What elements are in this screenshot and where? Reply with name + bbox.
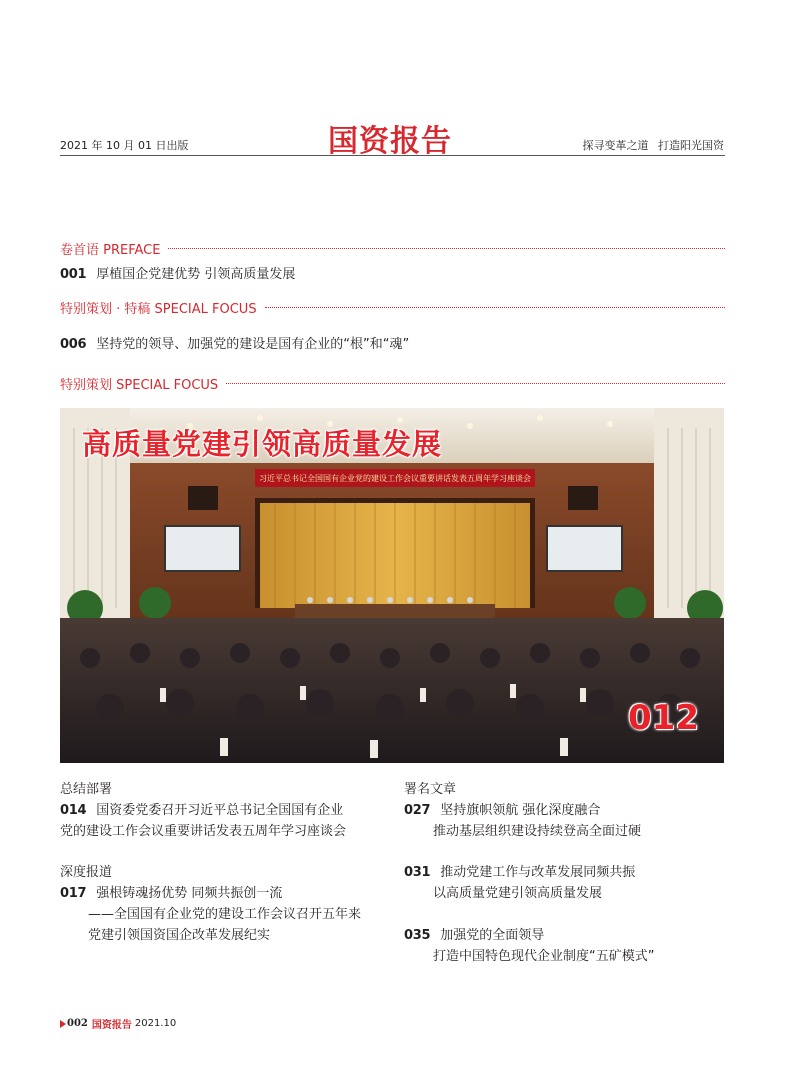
photo-headline: 高质量党建引领高质量发展	[82, 427, 443, 461]
section-heading-preface	[60, 239, 725, 257]
toc-entry-subtitle: ——全国国有企业党的建设工作会议召开五年来	[88, 907, 362, 922]
toc-entry-031[interactable]	[404, 861, 635, 880]
section-label: 卷首语 PREFACE	[60, 242, 161, 258]
toc-page-number: 014	[60, 803, 87, 818]
dotted-rule	[265, 307, 725, 308]
toc-page-number: 017	[60, 886, 87, 901]
toc-page-number: 035	[404, 928, 431, 943]
column-heading-signed-articles: 署名文章	[404, 782, 457, 797]
toc-page-number: 027	[404, 803, 431, 818]
toc-entry-001[interactable]	[60, 263, 295, 282]
toc-entry-title: 强根铸魂扬优势 同频共振创一流	[96, 886, 283, 901]
column-heading-summary: 总结部署	[60, 782, 113, 797]
dotted-rule	[226, 383, 725, 384]
photo-page-number: 012	[628, 698, 699, 738]
toc-entry-subtitle: 推动基层组织建设持续登高全面过硬	[433, 824, 642, 839]
toc-entry-014[interactable]	[60, 799, 343, 818]
toc-entry-title: 坚持党的领导、加强党的建设是国有企业的“根”和“魂”	[96, 337, 410, 352]
toc-entry-title: 国资委党委召开习近平总书记全国国有企业	[96, 803, 344, 818]
section-heading-special-focus	[60, 374, 725, 392]
footer-page-number: 002	[67, 1018, 88, 1029]
toc-entry-title: 加强党的全面领导	[440, 928, 545, 943]
toc-entry-title-cont: 党的建设工作会议重要讲话发表五周年学习座谈会	[60, 824, 347, 839]
toc-page-number: 031	[404, 865, 431, 880]
toc-page-number: 001	[60, 267, 87, 282]
toc-entry-035[interactable]	[404, 924, 544, 943]
toc-entry-title: 厚植国企党建优势 引领高质量发展	[96, 267, 296, 282]
magazine-slogan: 探寻变革之道 打造阳光国资	[582, 139, 724, 152]
feature-photo[interactable]	[60, 408, 724, 763]
toc-entry-subtitle: 以高质量党建引领高质量发展	[433, 886, 603, 901]
toc-entry-subtitle: 打造中国特色现代企业制度“五矿模式”	[433, 949, 655, 964]
publication-date: 2021 年 10 月 01 日出版	[60, 139, 189, 152]
toc-entry-title: 坚持旗帜领航 强化深度融合	[440, 803, 601, 818]
toc-page-number: 006	[60, 337, 87, 352]
header-divider	[60, 155, 725, 156]
triangle-marker-icon	[60, 1020, 66, 1028]
toc-entry-017[interactable]	[60, 882, 282, 901]
footer-issue: 2021.10	[134, 1018, 177, 1029]
meeting-banner: 习近平总书记全国国有企业党的建设工作会议重要讲话发表五周年学习座谈会	[255, 469, 535, 487]
section-label: 特别策划 · 特稿 SPECIAL FOCUS	[60, 301, 257, 317]
magazine-title: 国资报告	[328, 124, 452, 159]
toc-entry-title: 推动党建工作与改革发展同频共振	[440, 865, 636, 880]
toc-entry-subtitle: 党建引领国资国企改革发展纪实	[88, 928, 271, 943]
column-heading-depth: 深度报道	[60, 865, 113, 880]
section-heading-special-manuscript	[60, 298, 725, 316]
toc-entry-027[interactable]	[404, 799, 600, 818]
page-footer	[60, 1016, 176, 1031]
footer-brand: 国资报告	[91, 1020, 132, 1031]
section-label: 特别策划 SPECIAL FOCUS	[60, 377, 219, 393]
toc-entry-006[interactable]	[60, 333, 409, 352]
dotted-rule	[168, 248, 725, 249]
